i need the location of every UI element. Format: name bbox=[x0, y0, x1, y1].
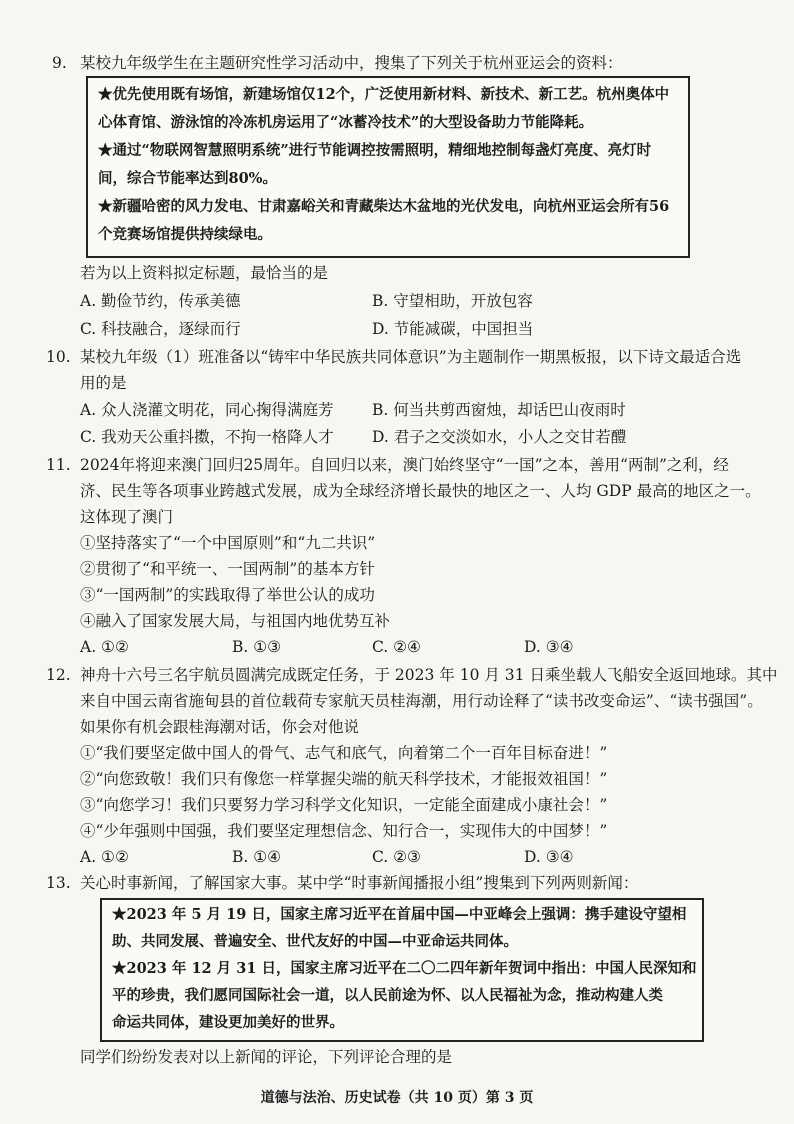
q11-stem-line: 济、民生等各项事业跨越式发展，成为全球经济增长最快的地区之一、人均 GDP 最高的地区之一。 bbox=[80, 482, 761, 500]
q11-item: ③“一国两制”的实践取得了举世公认的成功 bbox=[80, 586, 375, 604]
q9-question: 若为以上资料拟定标题，最恰当的是 bbox=[80, 264, 329, 282]
q10-option-b[interactable]: B. 何当共剪西窗烛，却话巴山夜雨时 bbox=[372, 401, 626, 419]
q9-box-line: 心体育馆、游泳馆的冷冻机房运用了“冰蓄冷技术”的大型设备助力节能降耗。 bbox=[98, 114, 594, 131]
q11-item: ④融入了国家发展大局，与祖国内地优势互补 bbox=[80, 612, 391, 630]
q13-question: 同学们纷纷发表对以上新闻的评论，下列评论合理的是 bbox=[80, 1048, 453, 1066]
q10-stem-line: 某校九年级（1）班准备以“铸牢中华民族共同体意识”为主题制作一期黑板报，以下诗文最适合选 bbox=[80, 348, 742, 366]
q12-item: ④“少年强则中国强，我们要坚定理想信念、知行合一，实现伟大的中国梦！” bbox=[80, 822, 608, 840]
page-footer: 道德与法治、历史试卷（共 10 页）第 3 页 bbox=[260, 1090, 534, 1106]
q13-number: 13. bbox=[46, 874, 71, 892]
q9-number: 9. bbox=[52, 54, 67, 72]
q9-stem: 某校九年级学生在主题研究性学习活动中，搜集了下列关于杭州亚运会的资料： bbox=[80, 54, 623, 72]
q12-stem-line: 如果你有机会跟桂海潮对话，你会对他说 bbox=[80, 718, 360, 736]
q10-option-d[interactable]: D. 君子之交淡如水，小人之交甘若醴 bbox=[372, 428, 627, 446]
q12-item: ②“向您致敬！我们只有像您一样掌握尖端的航天科学技术，才能报效祖国！” bbox=[80, 770, 608, 788]
q11-option-c[interactable]: C. ②④ bbox=[372, 638, 421, 656]
q12-stem-line: 神舟十六号三名宇航员圆满完成既定任务，于 2023 年 10 月 31 日乘坐载人飞船安全返回地球。其中 bbox=[80, 666, 778, 684]
q12-stem-line: 来自中国云南省施甸县的首位载荷专家航天员桂海潮，用行动诠释了“读书改变命运”、“读书强国”。 bbox=[80, 692, 763, 710]
q13-box-line: ★2023 年 5 月 19 日，国家主席习近平在首届中国—中亚峰会上强调：携手建设守望相 bbox=[112, 906, 687, 923]
q9-box-line: ★通过“物联网智慧照明系统”进行节能调控按需照明，精细地控制每盏灯亮度、亮灯时 bbox=[98, 142, 652, 159]
q11-option-b[interactable]: B. ①③ bbox=[232, 638, 282, 656]
q11-item: ①坚持落实了“一个中国原则”和“九二共识” bbox=[80, 534, 376, 552]
q10-option-c[interactable]: C. 我劝天公重抖擞，不拘一格降人才 bbox=[80, 428, 334, 446]
q9-option-a[interactable]: A. 勤俭节约，传承美德 bbox=[80, 292, 241, 310]
q9-option-c[interactable]: C. 科技融合，逐绿而行 bbox=[80, 320, 241, 338]
q13-news-box bbox=[100, 898, 704, 1042]
q12-item: ③“向您学习！我们只要努力学习科学文化知识，一定能全面建成小康社会！” bbox=[80, 796, 608, 814]
q11-option-a[interactable]: A. ①② bbox=[80, 638, 129, 656]
q13-box-line: 平的珍贵，我们愿同国际社会一道，以人民前途为怀、以人民福祉为念，推动构建人类 bbox=[112, 987, 663, 1004]
q11-stem-line: 这体现了澳门 bbox=[80, 508, 174, 526]
q11-stem-line: 2024年将迎来澳门回归25周年。自回归以来，澳门始终坚守“一国”之本，善用“两制”之利，经 bbox=[80, 456, 729, 474]
q12-option-a[interactable]: A. ①② bbox=[80, 848, 129, 866]
q9-material-box bbox=[86, 76, 690, 258]
q11-number: 11. bbox=[46, 456, 71, 474]
q9-box-line: ★新疆哈密的风力发电、甘肃嘉峪关和青藏柴达木盆地的光伏发电，向杭州亚运会所有56 bbox=[98, 198, 670, 215]
q12-option-c[interactable]: C. ②③ bbox=[372, 848, 421, 866]
q11-item: ②贯彻了“和平统一、一国两制”的基本方针 bbox=[80, 560, 375, 578]
q13-stem: 关心时事新闻，了解国家大事。某中学“时事新闻播报小组”搜集到下列两则新闻： bbox=[80, 874, 639, 892]
q9-box-line: 间，综合节能率达到80%。 bbox=[98, 170, 277, 187]
q9-box-line: 个竞赛场馆提供持续绿电。 bbox=[98, 226, 272, 243]
q10-number: 10. bbox=[46, 348, 71, 366]
q12-option-d[interactable]: D. ③④ bbox=[524, 848, 574, 866]
q9-option-d[interactable]: D. 节能减碳，中国担当 bbox=[372, 320, 534, 338]
q12-number: 12. bbox=[46, 666, 71, 684]
q13-box-line: 命运共同体，建设更加美好的世界。 bbox=[112, 1014, 344, 1031]
q12-item: ①“我们要坚定做中国人的骨气、志气和底气，向着第二个一百年目标奋进！” bbox=[80, 744, 608, 762]
q12-option-b[interactable]: B. ①④ bbox=[232, 848, 282, 866]
q9-box-line: ★优先使用既有场馆，新建场馆仅12个，广泛使用新材料、新技术、新工艺。杭州奥体中 bbox=[98, 86, 670, 103]
q10-option-a[interactable]: A. 众人浇灌文明花，同心掬得满庭芳 bbox=[80, 401, 334, 419]
q11-option-d[interactable]: D. ③④ bbox=[524, 638, 574, 656]
q9-option-b[interactable]: B. 守望相助，开放包容 bbox=[372, 292, 533, 310]
q10-stem-line: 用的是 bbox=[80, 374, 127, 392]
q13-box-line: 助、共同发展、普遍安全、世代友好的中国—中亚命运共同体。 bbox=[112, 933, 518, 950]
q13-box-line: ★2023 年 12 月 31 日，国家主席习近平在二〇二四年新年贺词中指出：中国人民深知和 bbox=[112, 960, 697, 977]
